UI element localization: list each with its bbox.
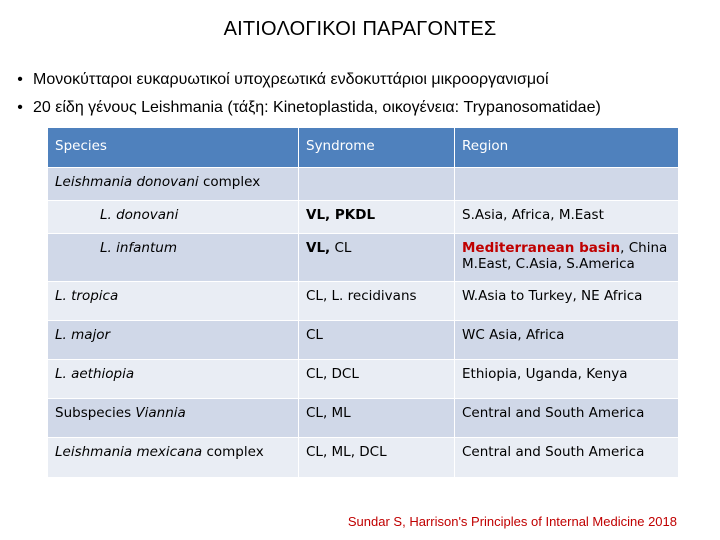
complex-name: Leishmania donovani [55, 174, 199, 190]
bullet-text: 20 είδη γένους Leishmania (τάξη: Kinetoplastida, οικογένεια: Trypanosomatidae) [33, 99, 601, 116]
syndrome-cell: CL [299, 321, 455, 360]
species-cell: L. aethiopia [48, 360, 299, 399]
species-cell [48, 438, 299, 478]
header-species: Species [48, 128, 299, 168]
syndrome-cell: CL, DCL [299, 360, 455, 399]
species-table [47, 127, 679, 478]
syndrome-cell: VL, PKDL [299, 201, 455, 234]
bullet-text: Μονοκύτταροι ευκαρυωτικοί υποχρεωτικά ενδοκυττάριοι μικροοργανισμοί [33, 71, 549, 88]
table-row [48, 201, 679, 234]
region-highlight: Mediterranean basin [462, 240, 621, 256]
species-name: Leishmania mexicana [55, 444, 203, 460]
bullet-icon: • [17, 71, 23, 88]
bullet-item [8, 66, 720, 94]
species-cell [48, 399, 299, 438]
page-title: ΑΙΤΙΟΛΟΓΙΚΟΙ ΠΑΡΑΓΟΝΤΕΣ [223, 18, 497, 40]
syndrome-cell: CL, ML [299, 399, 455, 438]
citation: Sundar S, Harrison's Principles of Internal Medicine 2018 [347, 514, 677, 529]
bullet-item [8, 94, 720, 122]
species-cell: L. major [48, 321, 299, 360]
header-region: Region [455, 128, 679, 168]
bullet-list [8, 66, 720, 122]
region-cell: Ethiopia, Uganda, Kenya [455, 360, 679, 399]
table-cell [299, 168, 455, 201]
table-row [48, 168, 679, 201]
species-prefix: Subspecies [55, 405, 136, 421]
species-cell: L. infantum [48, 234, 299, 282]
species-name: Viannia [135, 405, 186, 421]
syndrome-rest: CL [330, 240, 352, 256]
bullet-icon: • [17, 99, 23, 116]
species-cell: L. tropica [48, 282, 299, 321]
region-cell: WC Asia, Africa [455, 321, 679, 360]
species-cell: L. donovani [48, 201, 299, 234]
header-syndrome: Syndrome [299, 128, 455, 168]
syndrome-bold: VL, [306, 240, 331, 256]
region-cell [455, 234, 679, 282]
table-row [48, 399, 679, 438]
region-cell: S.Asia, Africa, M.East [455, 201, 679, 234]
table-row [48, 438, 679, 478]
table-cell [455, 168, 679, 201]
table-row [48, 282, 679, 321]
syndrome-cell: CL, L. recidivans [299, 282, 455, 321]
region-rest: , China M.East, C.Asia, S.America [462, 240, 668, 272]
complex-suffix: complex [198, 174, 261, 190]
syndrome-cell: CL, ML, DCL [299, 438, 455, 478]
table-header-row [48, 128, 679, 168]
region-cell: Central and South America [455, 438, 679, 478]
complex-group-label [48, 168, 299, 201]
table-row [48, 360, 679, 399]
region-cell: W.Asia to Turkey, NE Africa [455, 282, 679, 321]
table-row [48, 321, 679, 360]
species-suffix: complex [202, 444, 264, 460]
region-cell: Central and South America [455, 399, 679, 438]
table-row [48, 234, 679, 282]
syndrome-cell [299, 234, 455, 282]
